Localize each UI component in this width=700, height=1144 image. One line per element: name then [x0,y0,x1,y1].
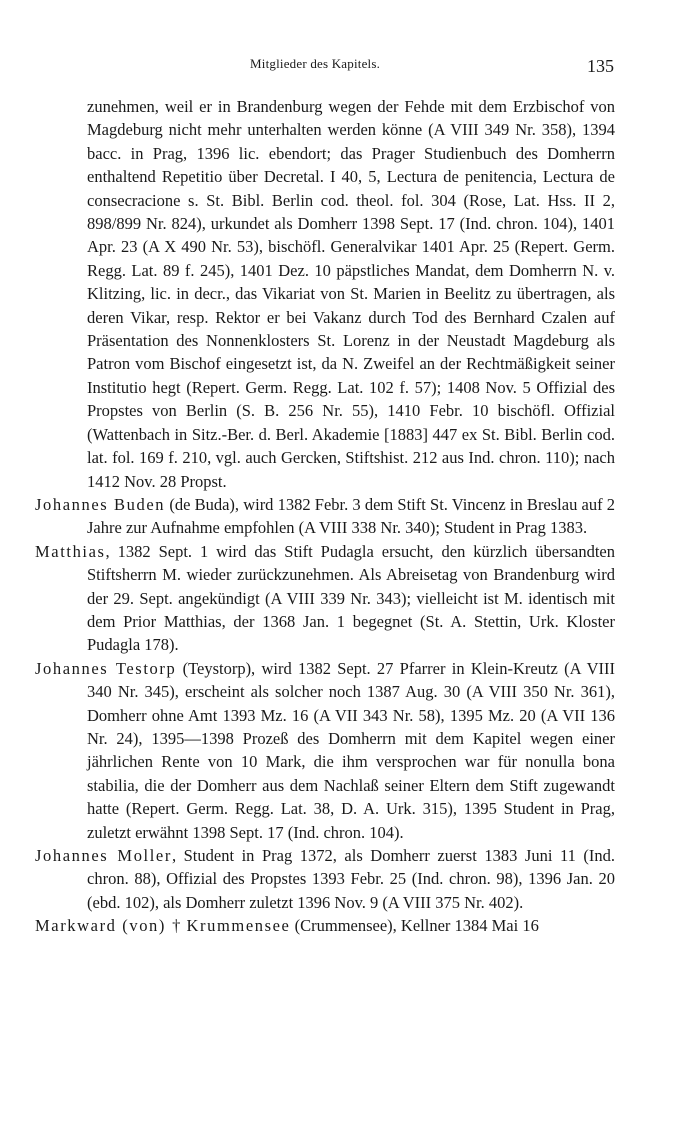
entry-markward-krummensee [35,914,615,937]
entry-matthias [35,540,615,657]
entry-text: , 1382 Sept. 1 wird das Stift Pudagla ersucht, den kürzlich übersandten Stiftsherrn M. wieder zurückzunehmen. Als Abreisetag von Brandenburg wird der 29. Sept. angekündigt (A VIII 339 Nr. 343); vielleicht ist M. identisch mit dem Prior Matthias, der 1368 Jan. 1 begegnet (St. A. Stettin, Urk. Kloster Pudagla 178). [87,541,615,655]
entry-johannes-testorp [35,657,615,844]
entry-text: (Crummensee), Kellner 1384 Mai 16 [290,916,539,936]
entry-name: Johannes Buden [35,494,166,514]
entry-name: Matthias [35,541,106,561]
running-title: Mitglieder des Kapitels. [250,56,381,71]
entry-name: Johannes Moller [35,846,172,865]
entry-text: (de Buda), wird 1382 Febr. 3 dem Stift St. Vincenz in Breslau auf 2 Jahre zur Aufnahme empfohlen (A VIII 338 Nr. 340); Student in Prag 1383. [87,494,616,538]
dagger-symbol: † [172,916,181,936]
entry-surname: Krummensee [186,916,291,936]
entry-johannes-moller [35,844,615,914]
entry-text: zunehmen, weil er in Brandenburg wegen der Fehde mit dem Erzbischof von Magdeburg nicht mehr unterhalten werden könne (A VIII 349 Nr. 358), 1394 bacc. in Prag, 1396 lic. ebendort; das Prager Studienbuch des Domherrn enthaltend Repetitio über Decretal. I 40, 5, Lectura de penitencia, Lectura de consecracione s. St. Bibl. Berlin cod. theol. fol. 304 (Rose, Lat. Hss. II 2, 898/899 Nr. 824), urkundet als Domherr 1398 Sept. 17 (Ind. chron. 104), 1401 Apr. 23 (A X 490 Nr. 53), bischöfl. Generalvikar 1401 Apr. 25 (Repert. Germ. Regg. Lat. 89 f. 245), 1401 Dez. 10 päpstliches Mandat, dem Domherrn N. v. Klitzing, lic. in decr., das Vikariat von St. Marien in Beelitz zu übertragen, als deren Vikar, resp. Rektor er bei Vakanz durch Tod des Bernhard Czalen auf Präsentation des Nonnenklosters St. Lorenz in der Neustadt Magdeburg als Patron vom Bischof eingesetzt ist, da N. Zweifel an der Rechtmäßigkeit seiner Institutio hegt (Repert. Germ. Regg. Lat. 102 f. 57); 1408 Nov. 5 Offizial des Propstes von Berlin (S. B. 256 Nr. 55), 1410 Febr. 10 bischöfl. Offizial (Wattenbach in Sitz.-Ber. d. Berl. Akademie [1883] 447 ex St. Bibl. Berlin cod. lat. fol. 169 f. 210, vgl. auch Gercken, Stiftshist. 212 aus Ind. chron. 110); nach 1412 Nov. 28 Propst. [87,97,615,491]
entry-name: Markward (von) [35,916,166,936]
page-number: 135 [587,56,614,76]
entry-johannes-buden [35,493,615,540]
entry-continuation [35,95,615,493]
body-text [35,95,615,938]
entry-text: , Student in Prag 1372, als Domherr zuerst 1383 Juni 11 (Ind. chron. 88), Offizial des Propstes 1393 Febr. 25 (Ind. chron. 98), 1396 Jan. 20 (ebd. 102), als Domherr zuletzt 1396 Nov. 9 (A VIII 375 Nr. 402). [87,846,615,912]
entry-text: (Teystorp), wird 1382 Sept. 27 Pfarrer in Klein-Kreutz (A VIII 340 Nr. 345), erscheint als solcher noch 1387 Aug. 30 (A VIII 350 Nr. 361), Domherr ohne Amt 1393 Mz. 16 (A VII 343 Nr. 58), 1395 Mz. 20 (A VII 136 Nr. 24), 1395—1398 Prozeß des Domherrn mit dem Kapitel wegen einer jährlichen Rente von 10 Mark, die ihm versprochen war für nonulla bona stabilia, die der Domherr aus dem Nachlaß seiner Eltern dem Stift zugewandt hatte (Repert. Germ. Regg. Lat. 38, D. A. Urk. 315), 1395 Student in Prag, zuletzt erwähnt 1398 Sept. 17 (Ind. chron. 104). [87,658,615,842]
entry-name: Johannes Testorp [35,658,177,678]
